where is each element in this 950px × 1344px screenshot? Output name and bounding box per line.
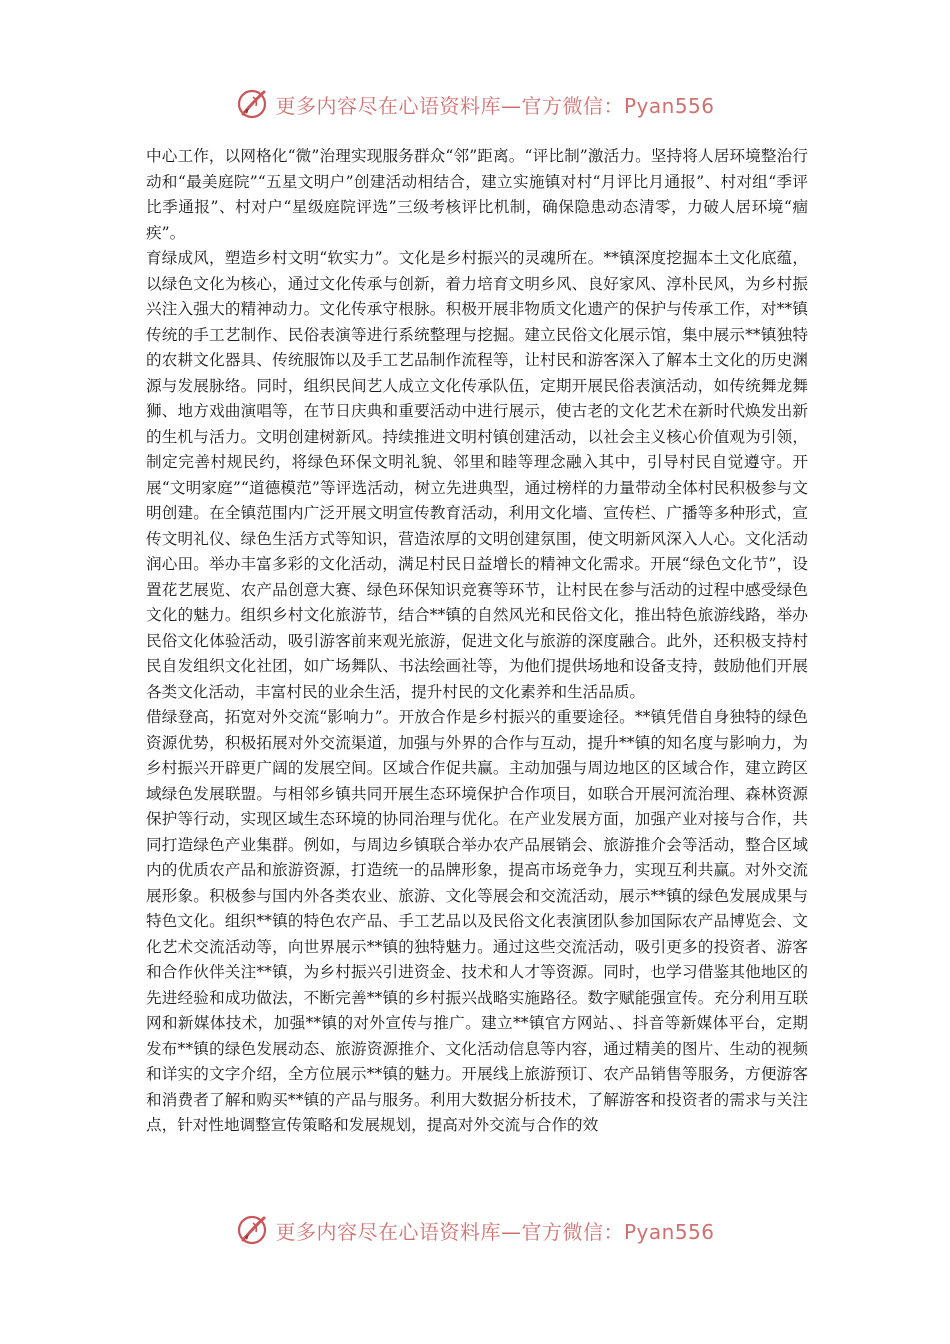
header-banner-text: 更多内容尽在心语资料库—官方微信：Pyan556 bbox=[275, 93, 715, 118]
footer-banner bbox=[0, 1210, 950, 1250]
pen-logo-icon bbox=[235, 87, 269, 121]
paragraph-2: 育绿成风，塑造乡村文明“软实力”。文化是乡村振兴的灵魂所在。**镇深度挖掘本土文化底蕴，以绿色文化为核心，通过文化传承与创新，着力培育文明乡风、良好家风、淳朴民风，为乡村振兴注入强大的精神动力。文化传承守根脉。积极开展非物质文化遗产的保护与传承工作，对**镇传统的手工艺制作、民俗表演等进行系统整理与挖掘。建立民俗文化展示馆，集中展示**镇独特的农耕文化器具、传统服饰以及手工艺品制作流程等，让村民和游客深入了解本土文化的历史渊源与发展脉络。同时，组织民间艺人成立文化传承队伍，定期开展民俗表演活动，如传统舞龙舞狮、地方戏曲演唱等，在节日庆典和重要活动中进行展示，使古老的文化艺术在新时代焕发出新的生机与活力。文明创建树新风。持续推进文明村镇创建活动，以社会主义核心价值观为引领，制定完善村规民约，将绿色环保文明礼貌、邻里和睦等理念融入其中，引导村民自觉遵守。开展“文明家庭”“道德模范”等评选活动，树立先进典型，通过榜样的力量带动全体村民积极参与文明创建。在全镇范围内广泛开展文明宣传教育活动，利用文化墙、宣传栏、广播等多种形式，宣传文明礼仪、绿色生活方式等知识，营造浓厚的文明创建氛围，使文明新风深入人心。文化活动润心田。举办丰富多彩的文化活动，满足村民日益增长的精神文化需求。开展“绿色文化节”，设置花艺展览、农产品创意大赛、绿色环保知识竞赛等环节，让村民在参与活动的过程中感受绿色文化的魅力。组织乡村文化旅游节，结合**镇的自然风光和民俗文化，推出特色旅游线路，举办民俗文化体验活动，吸引游客前来观光旅游，促进文化与旅游的深度融合。此外，还积极支持村民自发组织文化社团，如广场舞队、书法绘画社等，为他们提供场地和设备支持，鼓励他们开展各类文化活动，丰富村民的业余生活，提升村民的文化素养和生活品质。 bbox=[146, 249, 808, 701]
document-body bbox=[146, 144, 808, 1139]
paragraph-3: 借绿登高，拓宽对外交流“影响力”。开放合作是乡村振兴的重要途径。**镇凭借自身独特的绿色资源优势，积极拓展对外交流渠道，加强与外界的合作与互动，提升**镇的知名度与影响力，为乡村振兴开辟更广阔的发展空间。区域合作促共赢。主动加强与周边地区的区域合作，建立跨区域绿色发展联盟。与相邻乡镇共同开展生态环境保护合作项目，如联合开展河流治理、森林资源保护等行动，实现区域生态环境的协同治理与优化。在产业发展方面，加强产业对接与合作，共同打造绿色产业集群。例如，与周边乡镇联合举办农产品展销会、旅游推介会等活动，整合区域内的优质农产品和旅游资源，打造统一的品牌形象，提高市场竞争力，实现互利共赢。对外交流展形象。积极参与国内外各类农业、旅游、文化等展会和交流活动，展示**镇的绿色发展成果与特色文化。组织**镇的特色农产品、手工艺品以及民俗文化表演团队参加国际农产品博览会、文化艺术交流活动等，向世界展示**镇的独特魅力。通过这些交流活动，吸引更多的投资者、游客和合作伙伴关注**镇，为乡村振兴引进资金、技术和人才等资源。同时，也学习借鉴其他地区的先进经验和成功做法，不断完善**镇的乡村振兴战略实施路径。数字赋能强宣传。充分利用互联网和新媒体技术，加强**镇的对外宣传与推广。建立**镇官方网站、、抖音等新媒体平台，定期发布**镇的绿色发展动态、旅游资源推介、文化活动信息等内容，通过精美的图片、生动的视频和详实的文字介绍，全方位展示**镇的魅力。开展线上旅游预订、农产品销售等服务，方便游客和消费者了解和购买**镇的产品与服务。利用大数据分析技术，了解游客和投资者的需求与关注点，针对性地调整宣传策略和发展规划，提高对外交流与合作的效 bbox=[146, 708, 808, 1134]
pen-logo-icon bbox=[235, 1213, 269, 1247]
header-wechat-id: Pyan556 bbox=[623, 93, 715, 118]
footer-wechat-id: Pyan556 bbox=[623, 1219, 715, 1244]
footer-banner-text: 更多内容尽在心语资料库—官方微信：Pyan556 bbox=[275, 1219, 715, 1244]
paragraph-1: 中心工作，以网格化“微”治理实现服务群众“邻”距离。“评比制”激活力。坚持将人居环境整治行动和“最美庭院”“五星文明户”创建活动相结合，建立实施镇对村“月评比月通报”、村对组“季评比季通报”、村对户“星级庭院评选”三级考核评比机制，确保隐患动态清零，力破人居环境“痼疾”。 bbox=[146, 147, 808, 242]
header-banner bbox=[0, 84, 950, 124]
